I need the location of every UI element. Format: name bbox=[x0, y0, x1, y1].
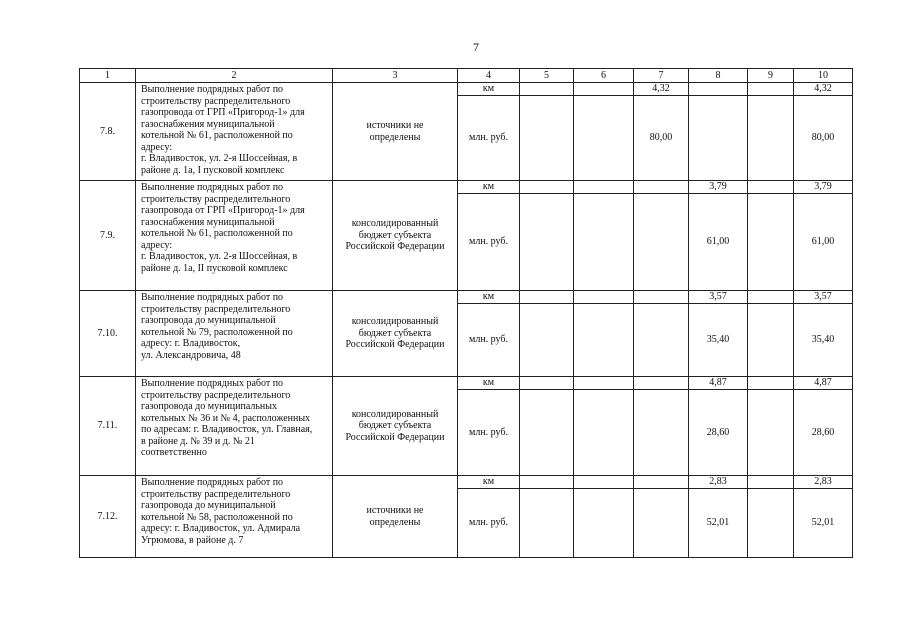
funding-source-line: определены bbox=[369, 131, 421, 143]
table-body bbox=[80, 69, 853, 558]
header-cell: 3 bbox=[333, 69, 458, 83]
value-cell bbox=[520, 489, 574, 558]
description-line: адресу: г. Владивосток, ул. Адмирала bbox=[141, 523, 301, 534]
value-cell bbox=[520, 304, 574, 377]
value-cell bbox=[634, 476, 689, 489]
value-cell bbox=[689, 83, 748, 96]
value-cell bbox=[748, 476, 794, 489]
header-row bbox=[80, 69, 853, 83]
header-cell: 10 bbox=[794, 69, 853, 83]
funding-source-line: бюджет субъекта bbox=[358, 327, 432, 339]
unit-cell: км bbox=[458, 83, 520, 96]
description-line: районе д. 1а, I пусковой комплекс bbox=[141, 164, 285, 176]
funding-source-line: Российской Федерации bbox=[345, 241, 445, 253]
funding-source bbox=[333, 291, 458, 377]
funding-source-line: консолидированный bbox=[351, 218, 439, 230]
description-line: строительству распределительного bbox=[141, 193, 291, 205]
program-table bbox=[79, 68, 853, 558]
description-line: котельной № 79, расположенной по bbox=[141, 326, 293, 338]
value-cell bbox=[574, 181, 634, 194]
description-line: в районе д. № 39 и д. № 21 bbox=[141, 435, 255, 447]
unit-cell: км bbox=[458, 291, 520, 304]
page-number: 7 bbox=[473, 40, 479, 54]
value-cell: 28,60 bbox=[794, 390, 853, 476]
funding-source-line: Российской Федерации bbox=[345, 339, 445, 351]
description-line: ул. Александровича, 48 bbox=[141, 349, 241, 361]
row-number: 7.8. bbox=[80, 83, 136, 181]
unit-cell: км bbox=[458, 476, 520, 489]
value-cell: 35,40 bbox=[794, 304, 853, 377]
header-cell: 5 bbox=[520, 69, 574, 83]
work-description bbox=[136, 83, 333, 181]
work-description bbox=[136, 291, 333, 377]
description-line: районе д. 1а, II пусковой комплекс bbox=[141, 262, 288, 274]
value-cell bbox=[748, 377, 794, 390]
header-cell: 9 bbox=[748, 69, 794, 83]
value-cell: 80,00 bbox=[794, 96, 853, 181]
table-row bbox=[80, 291, 853, 304]
value-cell bbox=[520, 377, 574, 390]
value-cell bbox=[520, 390, 574, 476]
value-cell: 2,83 bbox=[794, 476, 853, 489]
value-cell bbox=[574, 291, 634, 304]
value-cell bbox=[574, 489, 634, 558]
row-number: 7.9. bbox=[80, 181, 136, 291]
value-cell bbox=[748, 96, 794, 181]
funding-source-line: бюджет субъекта bbox=[358, 420, 432, 432]
description-line: Выполнение подрядных работ по bbox=[141, 477, 284, 488]
description-line: котельных № 36 и № 4, расположенных bbox=[141, 412, 311, 424]
description-line: газопровода от ГРП «Пригород-1» для bbox=[141, 205, 305, 216]
value-cell bbox=[520, 476, 574, 489]
description-line: Угрюмова, в районе д. 7 bbox=[141, 534, 244, 546]
description-line: котельной № 58, расположенной по bbox=[141, 511, 293, 523]
value-cell bbox=[634, 291, 689, 304]
value-cell: 52,01 bbox=[689, 489, 748, 558]
value-cell bbox=[520, 83, 574, 96]
value-cell bbox=[634, 390, 689, 476]
value-cell bbox=[574, 96, 634, 181]
value-cell bbox=[634, 304, 689, 377]
description-line: адресу: г. Владивосток, bbox=[141, 338, 241, 349]
value-cell bbox=[574, 377, 634, 390]
row-number: 7.12. bbox=[80, 476, 136, 558]
unit-cell: км bbox=[458, 181, 520, 194]
header-cell: 4 bbox=[458, 69, 520, 83]
value-cell: 3,79 bbox=[689, 181, 748, 194]
value-cell bbox=[748, 489, 794, 558]
description-line: соответственно bbox=[141, 447, 207, 458]
value-cell bbox=[748, 181, 794, 194]
value-cell: 2,83 bbox=[689, 476, 748, 489]
description-line: газоснабжения муниципальной bbox=[141, 216, 275, 228]
unit-cell: млн. руб. bbox=[458, 96, 520, 181]
unit-cell: млн. руб. bbox=[458, 489, 520, 558]
unit-cell: млн. руб. bbox=[458, 390, 520, 476]
value-cell: 3,57 bbox=[689, 291, 748, 304]
row-number: 7.10. bbox=[80, 291, 136, 377]
work-description bbox=[136, 476, 333, 558]
funding-source-line: определены bbox=[369, 516, 421, 528]
value-cell bbox=[634, 194, 689, 291]
header-cell: 2 bbox=[136, 69, 333, 83]
unit-cell: км bbox=[458, 377, 520, 390]
value-cell: 4,87 bbox=[689, 377, 748, 390]
value-cell bbox=[748, 291, 794, 304]
description-line: г. Владивосток, ул. 2-я Шоссейная, в bbox=[141, 153, 298, 164]
value-cell bbox=[634, 181, 689, 194]
funding-source bbox=[333, 181, 458, 291]
value-cell: 3,57 bbox=[794, 291, 853, 304]
funding-source bbox=[333, 377, 458, 476]
funding-source bbox=[333, 476, 458, 558]
row-number: 7.11. bbox=[80, 377, 136, 476]
description-line: строительству распределительного bbox=[141, 389, 291, 401]
value-cell: 4,32 bbox=[634, 83, 689, 96]
value-cell bbox=[574, 390, 634, 476]
description-line: строительству распределительного bbox=[141, 488, 291, 500]
header-cell: 6 bbox=[574, 69, 634, 83]
description-line: котельной № 61, расположенной по bbox=[141, 130, 293, 141]
description-line: газопровода до муниципальной bbox=[141, 500, 276, 511]
value-cell: 4,32 bbox=[794, 83, 853, 96]
funding-source-line: Российской Федерации bbox=[345, 431, 445, 443]
value-cell bbox=[748, 390, 794, 476]
value-cell: 35,40 bbox=[689, 304, 748, 377]
description-line: газопровода до муниципальных bbox=[141, 401, 277, 412]
value-cell bbox=[520, 181, 574, 194]
description-line: Выполнение подрядных работ по bbox=[141, 84, 284, 95]
value-cell bbox=[574, 476, 634, 489]
table-row bbox=[80, 83, 853, 96]
value-cell: 61,00 bbox=[794, 194, 853, 291]
description-line: Выполнение подрядных работ по bbox=[141, 182, 284, 193]
description-line: строительству распределительного bbox=[141, 95, 291, 107]
description-line: газоснабжения муниципальной bbox=[141, 118, 275, 130]
funding-source-line: консолидированный bbox=[351, 408, 439, 420]
value-cell: 3,79 bbox=[794, 181, 853, 194]
funding-source-line: источники не bbox=[366, 505, 424, 516]
table-row bbox=[80, 181, 853, 194]
value-cell bbox=[748, 83, 794, 96]
value-cell bbox=[634, 489, 689, 558]
description-line: г. Владивосток, ул. 2-я Шоссейная, в bbox=[141, 251, 298, 262]
value-cell bbox=[689, 96, 748, 181]
value-cell: 61,00 bbox=[689, 194, 748, 291]
value-cell bbox=[574, 304, 634, 377]
value-cell bbox=[520, 194, 574, 291]
description-line: газопровода от ГРП «Пригород-1» для bbox=[141, 107, 305, 118]
value-cell: 4,87 bbox=[794, 377, 853, 390]
description-line: газопровода до муниципальной bbox=[141, 315, 276, 326]
value-cell: 80,00 bbox=[634, 96, 689, 181]
description-line: адресу: bbox=[141, 141, 173, 153]
value-cell bbox=[520, 96, 574, 181]
description-line: котельной № 61, расположенной по bbox=[141, 228, 293, 239]
unit-cell: млн. руб. bbox=[458, 194, 520, 291]
work-description bbox=[136, 377, 333, 476]
value-cell bbox=[634, 377, 689, 390]
header-cell: 8 bbox=[689, 69, 748, 83]
description-line: строительству распределительного bbox=[141, 303, 291, 315]
value-cell: 52,01 bbox=[794, 489, 853, 558]
unit-cell: млн. руб. bbox=[458, 304, 520, 377]
value-cell bbox=[748, 304, 794, 377]
value-cell bbox=[520, 291, 574, 304]
value-cell bbox=[574, 194, 634, 291]
description-line: Выполнение подрядных работ по bbox=[141, 292, 284, 303]
funding-source bbox=[333, 83, 458, 181]
value-cell: 28,60 bbox=[689, 390, 748, 476]
description-line: адресу: bbox=[141, 239, 173, 251]
table-row bbox=[80, 377, 853, 390]
value-cell bbox=[748, 194, 794, 291]
work-description bbox=[136, 181, 333, 291]
value-cell bbox=[574, 83, 634, 96]
header-cell: 1 bbox=[80, 69, 136, 83]
description-line: Выполнение подрядных работ по bbox=[141, 378, 284, 389]
funding-source-line: источники не bbox=[366, 120, 424, 131]
funding-source-line: консолидированный bbox=[351, 316, 439, 328]
funding-source-line: бюджет субъекта bbox=[358, 229, 432, 241]
description-line: по адресам: г. Владивосток, ул. Главная, bbox=[141, 424, 313, 435]
table-row bbox=[80, 476, 853, 489]
header-cell: 7 bbox=[634, 69, 689, 83]
